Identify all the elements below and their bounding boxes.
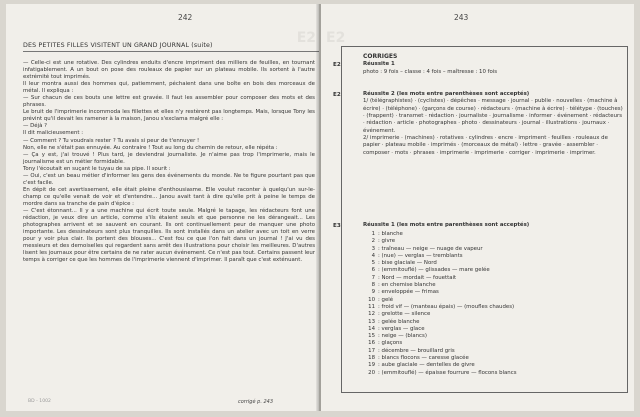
section-heading: Réussite 1 xyxy=(363,61,395,67)
list-item: 16 : glaçons xyxy=(368,340,403,347)
e3-answer-list xyxy=(363,231,623,377)
list-item: 12 : grelotte — silence xyxy=(368,311,431,318)
paragraph: Tony l'écoutait en suçant le tuyau de sa pipe. Il sourit : xyxy=(23,165,171,172)
list-item: 15 : neige — (blancs) xyxy=(368,333,427,340)
paragraph: En dépit de cet avertissement, elle était pleine d'enthousiasme. Elle voulut raconter à quelqu'un sur-le-champ ce qu'elle venait de voir et d'entendre... Janou avait tant à dire qu'elle prit à peine le temps de mordre dans sa tranche de pain d'épice : xyxy=(23,186,315,207)
left-ghost-label: E2 xyxy=(296,30,316,46)
list-item: 6 : (emmitouflé) — glissades — mare gelée xyxy=(371,267,490,274)
list-item: 2 : givre xyxy=(371,238,396,245)
list-item: 13 : gelée blanche xyxy=(368,318,420,325)
list-item: 9 : enveloppée — frimas xyxy=(371,289,439,296)
e2-reussite-2 xyxy=(363,91,623,157)
list-item: 11 : froid vif — (manteau épais) — (moufles chaudes) xyxy=(368,303,515,310)
list-item: 18 : blancs flocons — caresse glacée xyxy=(368,355,469,362)
paragraph: — Déjà ? xyxy=(23,123,47,130)
list-item: 19 : aube glaciale — dentelles de givre xyxy=(368,362,475,369)
story-title: DES PETITES FILLES VISITENT UN GRAND JOURNAL (suite) xyxy=(23,42,319,52)
paragraph: — C'est étonnant... Il y a une machine qui écrit toute seule. Malgré le tapage, les rédacteurs font une rédaction, je veux dire un article, comme s'ils étaient seuls et que personne ne les dérangeait... Les photographes arrivent et se sauvent en courant. Ils ont continuellement peur de manquer une photo importante. Les dessinateurs sont plus tranquilles. Ils sont installés dans un atelier avec un toit en verre pour y voir plus clair. Ils portent des blouses... C'est fou ce que l'on fait dans un journal ! J'ai vu des messieurs et des demoiselles qui regardent sans arrêt des illustrations pour choisir les meilleures. D'autres lisent les journaux pour être certains de ne rater aucun événement. Ce n'est pas tout. Certains passent leur temps à corriger ce que les hommes de l'imprimerie viennent d'imprimer. Il paraît que c'est exténuant. xyxy=(23,207,315,264)
list-item: 20 : (emmitouflé) — épaisse fourrure — flocons blancs xyxy=(368,369,517,376)
list-item: 4 : (nue) — verglas — tremblants xyxy=(371,252,463,259)
left-page-number: 242 xyxy=(178,13,193,22)
list-item: 3 : traîneau — neige — nuage de vapeur xyxy=(371,245,483,252)
right-page xyxy=(321,4,634,411)
paragraph: — Comment ? Tu voudrais rester ? Tu avais si peur de t'ennuyer ! xyxy=(23,137,200,144)
section-heading: Réussite 2 (les mots entre parenthèses sont acceptés) xyxy=(363,91,530,97)
exercise-label-e2: E2 xyxy=(333,62,341,68)
left-page xyxy=(6,4,319,411)
paragraph: — Oui, c'est un beau métier d'informer les gens des événements du monde. Ne te figure pourtant pas que c'est facile. xyxy=(23,172,315,186)
section-heading: Réussite 1 (les mots entre parenthèses sont acceptés) xyxy=(363,222,530,228)
list-item: 14 : verglas — glace xyxy=(368,325,425,332)
list-item: 5 : bise glaciale — Nord xyxy=(371,260,437,267)
paragraph: — Celle-ci est une rotative. Des cylindres enduits d'encre impriment des milliers de feuilles, en tournant infatigablement. A un bout on pose des rouleaux de papier sur un plateau mobile. Ils sortent à l'autre extrémité tout imprimés. xyxy=(23,60,315,81)
footer-code: BD - 1002 xyxy=(28,399,51,404)
paragraph: — Sur chacun de ces bouts une lettre est gravée. Il faut les assembler pour composer des mots et des phrases. xyxy=(23,95,315,109)
right-page-number: 243 xyxy=(454,13,469,22)
paragraph: Le bruit de l'imprimerie incommoda les fillettes et elles n'y restèrent pas longtemps. Mais, lorsque Tony les prévint qu'il devait les ramener à la maison, Janou s'exclama malgré elle : xyxy=(23,109,315,123)
e3-heading-wrap xyxy=(363,222,623,230)
right-ghost-label: E2 xyxy=(326,30,346,46)
list-item: 17 : décembre — brouillard gris xyxy=(368,347,455,354)
exercise-label-e2: E2 xyxy=(333,92,341,98)
footer-corrige-ref: corrigé p. 243 xyxy=(238,399,274,405)
list-item: 1 : blanche xyxy=(371,231,403,237)
list-item: 7 : Nord — mordait — fouettait xyxy=(371,274,457,281)
corriges-title: CORRIGES xyxy=(363,53,398,60)
answer-text: 1/ (télégraphistes) · (cyclistes) · dépêches · message · journal · publie · nouvelles · (machine à écrire) · (téléphone) · (garçons de course) · rédacteurs · (machine à écrire) · télétype · (touches) · (frappent) · transmet · rédaction · journaliste · journalisme · informer · événement · rédacteurs · rédaction · article · photographes · photo · dessinateurs · journal · illustrations · journaux · événement. xyxy=(363,98,623,134)
paragraph: Il leur montra aussi des hommes qui, patiemment, péchaient dans une boîte en bois des morceaux de métal. Il expliqua : xyxy=(23,81,315,95)
list-item: 10 : gelé xyxy=(368,296,394,303)
paragraph: — Ça y est, j'ai trouvé ! Plus tard, je deviendrai journaliste. Je n'aime pas trop l'imprimerie, mais le journalisme est un métier formidable. xyxy=(23,151,315,165)
story-body xyxy=(23,60,315,264)
answer-text: 2/ imprimerie · (machines) · rotatives · cylindres · encre · impriment · feuilles · rouleaux de papier · plateau mobile · imprimés · (morceaux de métal) · lettre · gravée · assembler · composer · mots · phrases · imprimerie · imprimerie · corriger · imprimerie · imprimer. xyxy=(363,135,608,156)
answer-text: photo : 9 fois – classe : 4 fois – maîtresse : 10 fois xyxy=(363,68,498,75)
paragraph: Il dit malicieusement : xyxy=(23,130,84,137)
paragraph: Non, elle ne s'était pas ennuyée. Au contraire ! Tout au long du chemin de retour, elle répéta : xyxy=(23,144,278,151)
exercise-label-e3: E3 xyxy=(333,223,341,229)
list-item: 8 : en chemise blanche xyxy=(371,282,436,289)
e2-reussite-1 xyxy=(363,61,623,76)
